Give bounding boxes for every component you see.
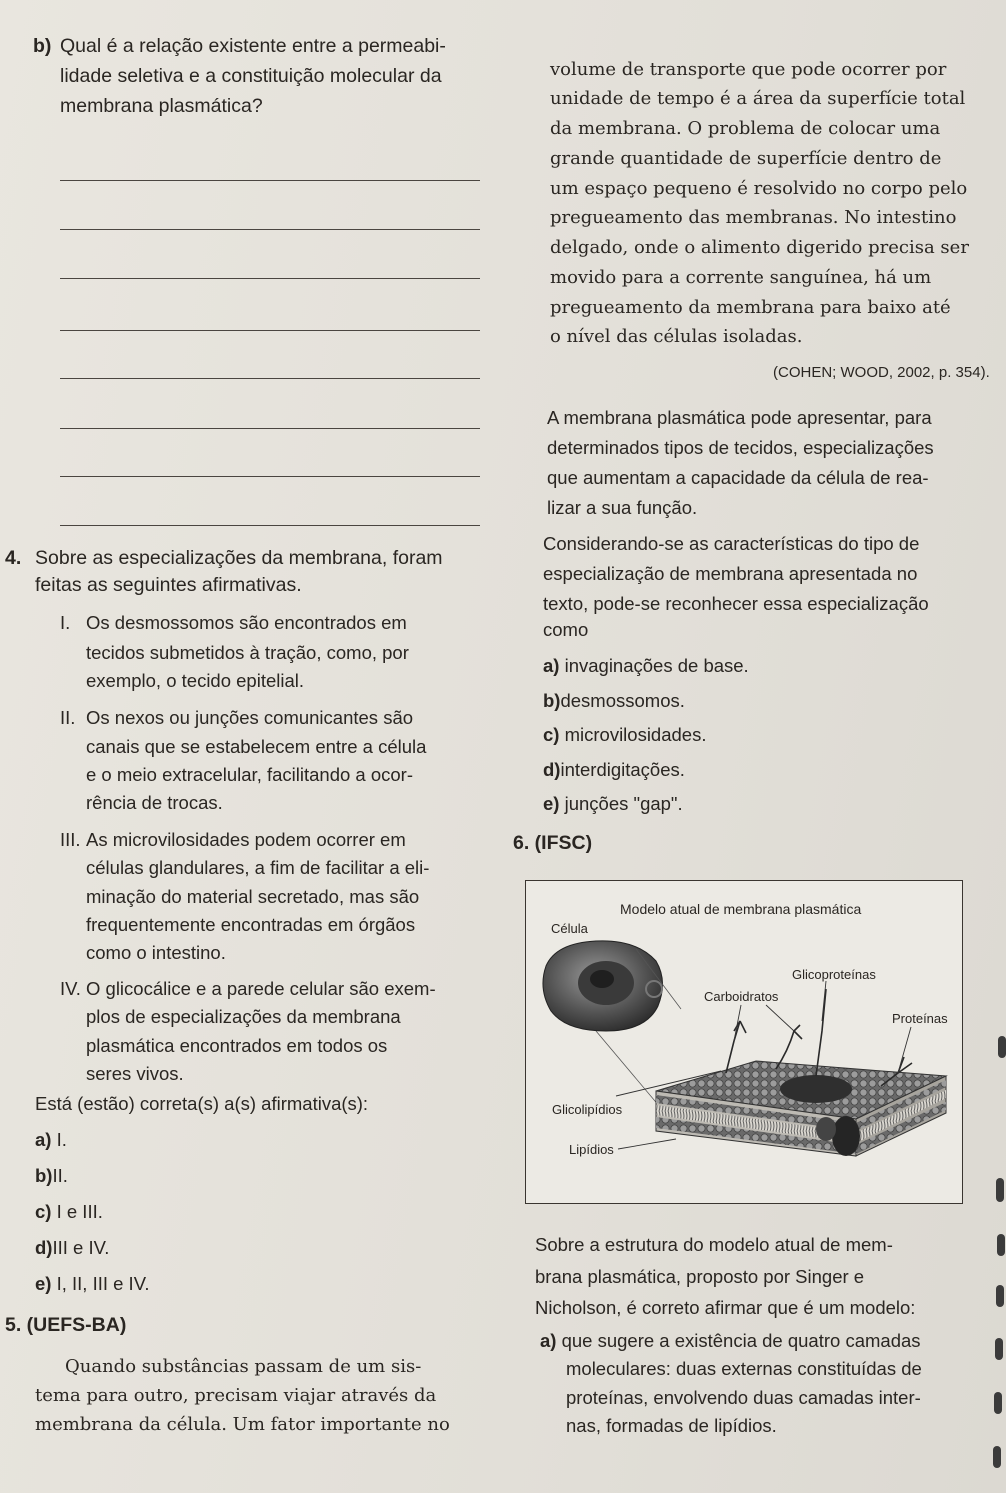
q5-para1-line: que aumentam a capacidade da célula de rea-	[547, 467, 929, 488]
answer-line[interactable]	[60, 476, 480, 477]
q4-statement-label: I.	[60, 612, 71, 633]
q5-option-b[interactable]: b)desmossomos.	[543, 690, 685, 711]
q6-header: 6. (IFSC)	[513, 832, 593, 854]
q5-para1-line: A membrana plasmática pode apresentar, para	[547, 407, 932, 428]
q4-statement-line: plasmática encontrados em todos os	[86, 1035, 388, 1056]
q5-para2-line: como	[543, 619, 589, 640]
q4-option-e[interactable]: e) I, II, III e IV.	[35, 1273, 150, 1294]
q5-header: 5. (UEFS-BA)	[5, 1314, 127, 1336]
q4-statement-line: Os desmossomos são encontrados em	[86, 612, 407, 633]
q3b-line-2: lidade seletiva e a constituição molecular da	[60, 65, 442, 87]
q4-statement-line: células glandulares, a fim de facilitar a eli-	[86, 857, 430, 878]
q4-prompt: Está (estão) correta(s) a(s) afirmativa(s):	[35, 1093, 369, 1114]
q5-option-a[interactable]: a) invaginações de base.	[543, 655, 749, 676]
q5-para1-line: lizar a sua função.	[547, 497, 698, 518]
binding-ring	[994, 1392, 1002, 1414]
binding-ring	[996, 1285, 1004, 1307]
q4-statement-line: tecidos submetidos à tração, como, por	[86, 642, 409, 663]
cell-image	[543, 941, 663, 1031]
q4-statement-line: plos de especializações da membrana	[86, 1006, 401, 1027]
label-glycolipids: Glicolipídios	[552, 1102, 623, 1117]
label-proteins: Proteínas	[892, 1011, 948, 1026]
binding-ring	[995, 1338, 1003, 1360]
q5-para2-line: Considerando-se as características do tipo de	[543, 533, 920, 554]
q4-option-c[interactable]: c) I e III.	[35, 1201, 103, 1222]
q6-option-a-line: nas, formadas de lipídios.	[566, 1415, 777, 1436]
q6-option-a[interactable]: a) que sugere a existência de quatro camadas	[540, 1330, 921, 1351]
membrane-figure	[525, 880, 963, 1204]
bilayer-block	[656, 1061, 946, 1156]
q5-option-c[interactable]: c) microvilosidades.	[543, 724, 707, 745]
q5-quote-line: delgado, onde o alimento digerido precisa ser	[550, 237, 969, 258]
q5-quote-line: movido para a corrente sanguínea, há um	[550, 267, 932, 288]
q6-option-a-line: proteínas, envolvendo duas camadas inter-	[566, 1387, 921, 1408]
q3b-line-1: Qual é a relação existente entre a permeabi-	[60, 35, 446, 57]
q6-option-a-line: moleculares: duas externas constituídas de	[566, 1358, 922, 1379]
q4-statement-line: Os nexos ou junções comunicantes são	[86, 707, 414, 728]
q6-stem-line: Nicholson, é correto afirmar que é um modelo:	[535, 1297, 916, 1318]
label-glycoproteins: Glicoproteínas	[792, 967, 876, 982]
answer-line[interactable]	[60, 525, 480, 526]
answer-line[interactable]	[60, 428, 480, 429]
binding-ring	[996, 1178, 1004, 1202]
q4-number: 4.	[5, 547, 22, 569]
label-carbohydrates: Carboidratos	[704, 989, 779, 1004]
q4-statement-line: exemplo, o tecido epitelial.	[86, 670, 305, 691]
q4-statement-label: IV.	[60, 978, 81, 999]
q4-statement-line: minação do material secretado, mas são	[86, 886, 420, 907]
carbohydrate-chain	[726, 1021, 740, 1073]
label-cell: Célula	[551, 921, 588, 936]
label-lipids: Lipídios	[569, 1142, 614, 1157]
q4-intro-2: feitas as seguintes afirmativas.	[35, 574, 302, 596]
q3b-label: b)	[33, 35, 52, 57]
answer-line[interactable]	[60, 330, 480, 331]
q5-quote-line: um espaço pequeno é resolvido no corpo pelo	[550, 178, 968, 199]
q4-statement-line: frequentemente encontradas em órgãos	[86, 914, 416, 935]
carbohydrate-chain	[816, 989, 826, 1076]
q5-option-e[interactable]: e) junções "gap".	[543, 793, 683, 814]
q4-statement-line: canais que se estabelecem entre a célula	[86, 736, 427, 757]
q4-statement-line: O glicocálice e a parede celular são exem-	[86, 978, 436, 999]
protein	[780, 1075, 852, 1103]
binding-ring	[998, 1036, 1006, 1058]
q4-intro-1: Sobre as especializações da membrana, foram	[35, 547, 443, 569]
figure-title: Modelo atual de membrana plasmática	[620, 901, 862, 917]
q4-option-b[interactable]: b)II.	[35, 1165, 68, 1186]
q5-quote-line: pregueamento da membrana para baixo até	[550, 297, 951, 318]
q4-statement-line: como o intestino.	[86, 942, 226, 963]
answer-line[interactable]	[60, 229, 480, 230]
answer-line[interactable]	[60, 278, 480, 279]
q5-quote-line: grande quantidade de superfície dentro de	[550, 148, 942, 169]
protein	[832, 1116, 860, 1156]
q4-statement-label: II.	[60, 707, 76, 728]
q4-statement-label: III.	[60, 829, 81, 850]
q5-para1-line: determinados tipos de tecidos, especializações	[547, 437, 934, 458]
q5-citation: (COHEN; WOOD, 2002, p. 354).	[773, 364, 990, 381]
binding-ring	[993, 1446, 1001, 1468]
q5-quote-line: da membrana. O problema de colocar uma	[550, 118, 941, 139]
q4-statement-line: e o meio extracelular, facilitando a ocor-	[86, 764, 414, 785]
q6-stem-line: brana plasmática, proposto por Singer e	[535, 1266, 865, 1287]
binding-ring	[997, 1234, 1005, 1256]
answer-line[interactable]	[60, 180, 480, 181]
q3b-line-3: membrana plasmática?	[60, 95, 263, 117]
q5-quote-line: membrana da célula. Um fator importante no	[35, 1414, 450, 1435]
membrane-illustration	[526, 881, 962, 1203]
answer-line[interactable]	[60, 378, 480, 379]
q4-option-a[interactable]: a) I.	[35, 1129, 67, 1150]
q4-statement-line: seres vivos.	[86, 1063, 184, 1084]
q5-option-d[interactable]: d)interdigitações.	[543, 759, 685, 780]
q5-quote-line: volume de transporte que pode ocorrer por	[550, 59, 947, 80]
q5-quote-line: Quando substâncias passam de um sis-	[65, 1356, 422, 1377]
q5-para2-line: especialização de membrana apresentada no	[543, 563, 918, 584]
q5-quote-line: o nível das células isoladas.	[550, 326, 803, 347]
q5-quote-line: pregueamento das membranas. No intestino	[550, 207, 957, 228]
q4-option-d[interactable]: d)III e IV.	[35, 1237, 110, 1258]
q4-statement-line: rência de trocas.	[86, 792, 223, 813]
q5-quote-line: tema para outro, precisam viajar através da	[35, 1385, 437, 1406]
protein	[816, 1117, 836, 1141]
q5-quote-line: unidade de tempo é a área da superfície total	[550, 88, 966, 109]
q5-para2-line: texto, pode-se reconhecer essa especialização	[543, 593, 929, 614]
q6-stem-line: Sobre a estrutura do modelo atual de mem-	[535, 1234, 893, 1255]
q4-statement-line: As microvilosidades podem ocorrer em	[86, 829, 406, 850]
